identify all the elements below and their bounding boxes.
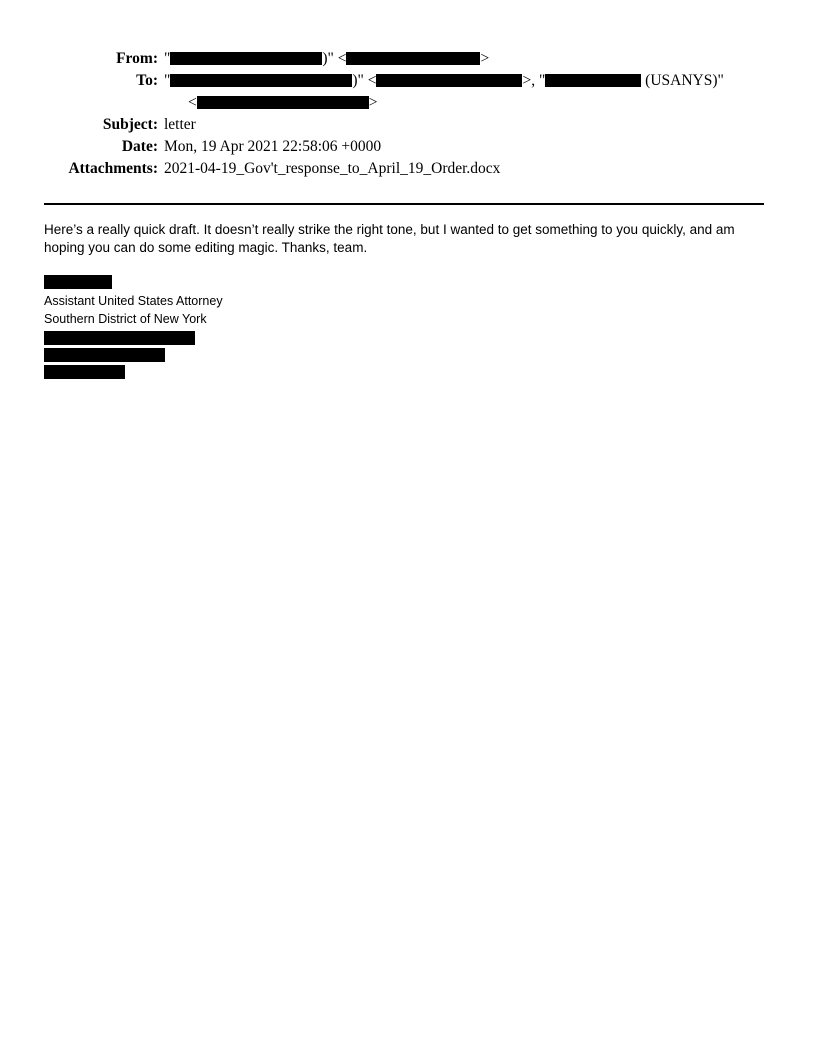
email-signature-block	[44, 275, 464, 379]
field-value-date: Mon, 19 Apr 2021 22:58:06 +0000	[164, 138, 382, 155]
field-label-date: Date:	[121, 138, 158, 155]
quote-open-to: "	[164, 72, 171, 89]
angle-open-to: <	[367, 72, 377, 89]
redaction-bar-to-name-2	[545, 74, 641, 87]
redaction-bar-signature-contact-3	[44, 365, 125, 379]
field-value-to	[164, 70, 772, 114]
angle-open-from: <	[337, 50, 347, 67]
email-field-attachments	[44, 158, 772, 180]
redaction-bar-from-address	[346, 52, 480, 65]
angle-open-to-2: <	[188, 94, 197, 111]
quote-open-to-2: "	[538, 72, 546, 89]
quote-open: "	[164, 50, 171, 67]
redaction-bar-signature-contact-2	[44, 348, 165, 362]
email-header	[44, 48, 772, 180]
field-label-to: To:	[136, 72, 158, 89]
redaction-bar-to-name	[170, 74, 352, 87]
from-name-suffix: )"	[322, 50, 334, 67]
angle-close-to: >,	[522, 72, 536, 89]
email-field-subject	[44, 114, 772, 136]
redaction-bar-signature-contact-1	[44, 331, 195, 345]
field-label-subject: Subject:	[102, 116, 158, 133]
to-name-suffix-2: (USANYS)"	[645, 72, 724, 89]
header-body-divider	[44, 203, 764, 205]
email-field-date	[44, 136, 772, 158]
field-value-subject: letter	[164, 116, 196, 133]
email-field-from	[44, 48, 772, 70]
email-body-paragraph: Here’s a really quick draft. It doesn’t really strike the right tone, but I wanted to get something to you quickly, and am hoping you can do some editing magic. Thanks, team.	[44, 222, 735, 255]
redaction-bar-signature-name	[44, 275, 112, 289]
field-value-to-line-2	[164, 92, 772, 114]
redaction-bar-to-address	[376, 74, 522, 87]
signature-office: Southern District of New York	[44, 312, 207, 326]
field-label-from: From:	[116, 50, 158, 67]
field-value-from	[164, 48, 772, 70]
email-field-to	[44, 70, 772, 114]
to-name-suffix: )"	[352, 72, 364, 89]
field-value-attachments: 2021-04-19_Gov't_response_to_April_19_Order.docx	[164, 160, 501, 177]
field-label-attachments: Attachments:	[68, 160, 158, 177]
angle-close-from: >	[480, 50, 490, 67]
redaction-bar-to-address-2	[197, 96, 369, 109]
redaction-bar-from-name	[170, 52, 322, 65]
signature-title: Assistant United States Attorney	[44, 294, 223, 308]
angle-close-to-2: >	[368, 94, 378, 111]
